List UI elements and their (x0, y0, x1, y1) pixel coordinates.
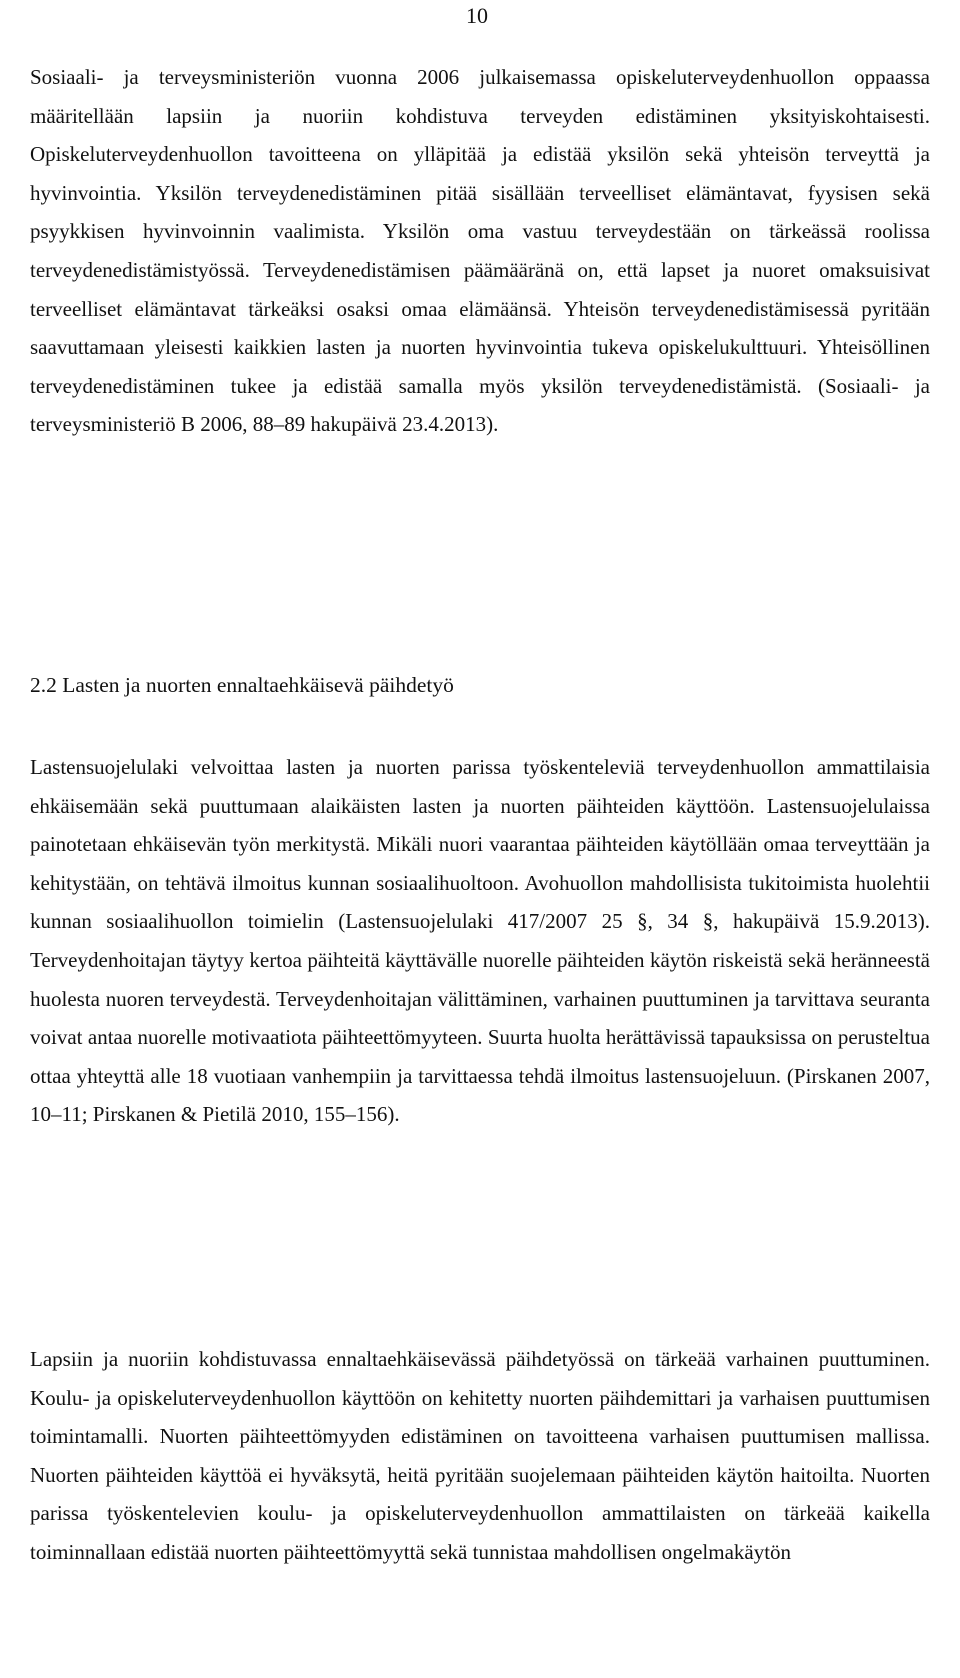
paragraph-health-promotion: Sosiaali- ja terveysministeriön vuonna 2006 julkaisemassa opiskeluterveydenhuollon oppaassa määritellään lapsiin ja nuoriin kohdistuva terveyden edistäminen yksityiskohtaisesti. Opiskeluterveydenhuollon tavoitteena on ylläpitää ja edistää yksilön sekä yhteisön terveyttä ja hyvinvointia. Yksilön terveydenedistäminen pitää sisällään terveelliset elämäntavat, fyysisen sekä psyykkisen hyvinvoinnin vaalimista. Yksilön oma vastuu terveydestään on tärkeässä roolissa terveydenedistämistyössä. Terveydenedistämisen päämääränä on, että lapset ja nuoret omaksuisivat terveelliset elämäntavat tärkeäksi osaksi omaa elämäänsä. Yhteisön terveydenedistämisessä pyritään saavuttamaan yleisesti kaikkien lasten ja nuorten hyvinvointia tukeva opiskelukulttuuri. Yhteisöllinen terveydenedistäminen tukee ja edistää samalla myös yksilön terveydenedistämistä. (Sosiaali- ja terveysministeriö B 2006, 88–89 hakupäivä 23.4.2013). (30, 65, 930, 437)
page-number: 10 (466, 3, 488, 28)
section-heading: 2.2 Lasten ja nuorten ennaltaehkäisevä päihdetyö (30, 673, 454, 697)
paragraph-early-intervention: Lapsiin ja nuoriin kohdistuvassa ennaltaehkäisevässä päihdetyössä on tärkeää varhainen puuttuminen. Koulu- ja opiskeluterveydenhuollon käyttöön on kehitetty nuorten päihdemittari ja varhaisen puuttumisen toimintamalli. Nuorten päihteettömyyden edistäminen on tavoitteena varhaisen puuttumisen mallissa. Nuorten päihteiden käyttöä ei hyväksytä, heitä pyritään suojelemaan päihteiden käytön haitoilta. Nuorten parissa työskentelevien koulu- ja opiskeluterveydenhuollon ammattilaisten on tärkeää kaikella toiminnallaan edistää nuorten päihteettömyyttä sekä tunnistaa mahdollisen ongelmakäytön (30, 1347, 930, 1564)
paragraph-child-protection-act: Lastensuojelulaki velvoittaa lasten ja nuorten parissa työskenteleviä terveydenhuollon ammattilaisia ehkäisemään sekä puuttumaan alaikäisten lasten ja nuorten päihteiden käyttöön. Lastensuojelulaissa painotetaan ehkäisevän työn merkitystä. Mikäli nuori vaarantaa päihteiden käytöllään omaa terveyttään ja kehitystään, on tehtävä ilmoitus kunnan sosiaalihuoltoon. Avohuollon mahdollisista tukitoimista huolehtii kunnan sosiaalihuollon toimielin (Lastensuojelulaki 417/2007 25 §, 34 §, hakupäivä 15.9.2013). Terveydenhoitajan täytyy kertoa päihteitä käyttävälle nuorelle päihteiden käytön riskeistä sekä heränneestä huolesta nuoren terveydestä. Terveydenhoitajan välittäminen, varhainen puuttuminen ja tarvittava seuranta voivat antaa nuorelle motivaatiota päihteettömyyteen. Suurta huolta herättävissä tapauksissa on perusteltua ottaa yhteyttä alle 18 vuotiaan vanhempiin ja tarvittaessa tehdä ilmoitus lastensuojeluun. (Pirskanen 2007, 10–11; Pirskanen & Pietilä 2010, 155–156). (30, 755, 930, 1127)
